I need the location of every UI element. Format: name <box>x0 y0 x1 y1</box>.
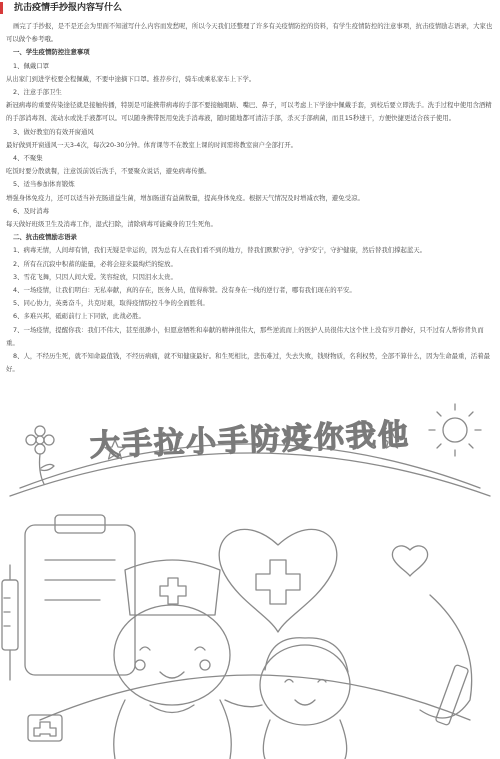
poster-title: 大手拉小手防疫你我他 <box>89 417 411 464</box>
ground-curve <box>40 675 470 720</box>
child-figure <box>260 638 350 759</box>
item-title: 4、不聚集 <box>13 154 43 163</box>
leaf-shape <box>420 595 472 718</box>
article-body <box>6 20 496 376</box>
quote: 1、病毒无情，人间却有情，我们无疑是幸运的，因为总有人在我们看不到的地方，替我们默默守护，守护安宁，守护健康，然后替我们撑起蓝天。 <box>13 246 427 255</box>
quote: 7、一场疫情，提醒你我：我们不伟大，甚至很渺小，但愿意牺牲和奉献的精神很伟大，那些逆流而上的医护人员很伟大这个世上没有岁月静好，只不过有人帮你背负而重。 <box>6 325 484 347</box>
syringe-icon <box>2 565 18 680</box>
quote: 4、一场疫情，让我们明白：无私奉献，真的存在，医务人员，值得称赞。没有身在一线的逆行者，哪有我们现在的平安。 <box>13 286 356 295</box>
title-accent-bar <box>0 2 3 14</box>
quote: 2、所有在沉寂中积蓄的能量，必将会迎来最绚烂的绽放。 <box>13 259 177 268</box>
item-title: 2、注意手部卫生 <box>13 88 62 97</box>
item-body: 吃饭时要分散就餐，注意饭前饭后洗手，不要聚众说话，避免病毒传播。 <box>6 167 211 176</box>
title-row <box>0 0 500 18</box>
medical-cross-icon <box>256 560 300 604</box>
item-body: 新冠病毒的重要传染途径就是接触传播，特别是可能携带病毒的手部不要接触眼睛、嘴巴、鼻子，可以考虑上下学途中佩戴手套，到校后要立即洗手。洗手过程中使用含酒精的手部消毒剂、流动水或洗手液都可以。可以随身携带医用免洗手消毒液，随时随地都可清洁手部，杀灭手部病菌，而且15秒速干，方便快捷更适合孩子使用。 <box>6 101 492 123</box>
item-title: 5、适当参加体育锻炼 <box>13 180 75 189</box>
intro-paragraph: 画完了手抄报，是不是还会为里面不知道写什么内容而发愁呢，所以今天我们还整理了许多有关疫情防控的资料，有学生疫情防控的注意事项，抗击疫情励志语录，大家也可以做个参考哦。 <box>6 22 493 44</box>
item-body: 从出家门到进学校要全程佩戴，不要中途摘下口罩。推荐步行，骑车或乘私家车上下学。 <box>6 74 256 83</box>
item-title: 3、做好教室的有效开窗通风 <box>13 127 94 136</box>
quote: 3、雪花飞舞，只因人间大爱。笑容绽放，只因泪水太贵。 <box>13 272 177 281</box>
poster-illustration <box>0 400 500 759</box>
section-heading: 二、抗击疫情励志语录 <box>13 233 77 242</box>
heart-icon <box>219 529 337 632</box>
quote: 5、同心协力，英勇奋斗，共克时艰，取得疫情防控斗争的全面胜利。 <box>13 299 209 308</box>
article-title: 抗击疫情手抄报内容写什么 <box>14 3 123 13</box>
item-body: 每天做好班级卫生及消毒工作，湿式扫除，清除病毒可能藏身的卫生死角。 <box>6 220 217 229</box>
section-heading: 一、学生疫情防控注意事项 <box>13 48 90 57</box>
quote: 6、多难兴邦，砥砺前行上下同欲，此战必胜。 <box>13 312 145 321</box>
heart-icon <box>392 546 427 576</box>
nurse-cap-icon <box>125 560 220 615</box>
item-title: 1、佩戴口罩 <box>13 61 50 70</box>
nurse-figure <box>114 560 232 759</box>
quote: 8、人，不经历生死，就不知命最值钱，不经历病痛，就不知健康最好。和生死相比，悲伤难过，失去失败，钱财物质，名利权势，全部不算什么，因为生命最重，活着最好。 <box>6 352 490 374</box>
item-body: 增强身体免疫力，还可以适当补充肠道益生菌，增加肠道有益菌数量，提高身体免疫。根据天气情况及时增减衣物，避免受凉。 <box>6 193 364 202</box>
medical-kit-icon <box>28 715 62 741</box>
item-title: 6、及时消毒 <box>13 206 50 215</box>
holding-hands <box>225 700 262 707</box>
clipboard-icon <box>25 515 135 675</box>
syringe-icon <box>435 664 469 725</box>
item-body: 最好做到开窗通风一天3-4次，每次20-30分钟。体育课等不在教室上课的时间需将教室窗户全部打开。 <box>6 140 298 149</box>
